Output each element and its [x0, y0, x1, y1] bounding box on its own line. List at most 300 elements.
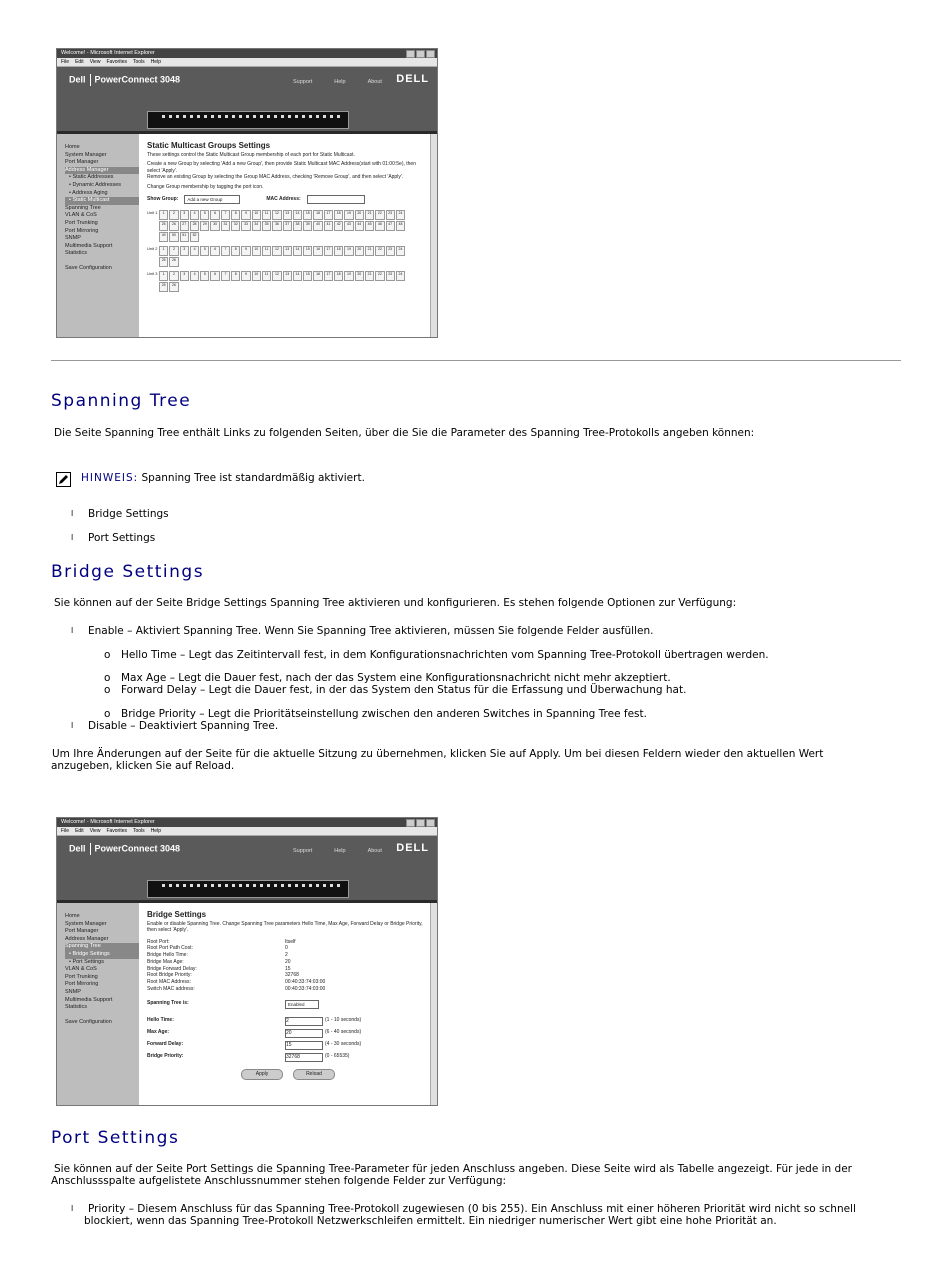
port-box: 44	[355, 221, 364, 231]
mac-address-label: MAC Address:	[266, 195, 301, 202]
port-box: 10	[252, 210, 261, 220]
switch-port-led	[190, 115, 193, 118]
switch-port-led	[211, 115, 214, 118]
port-box: 32	[231, 221, 240, 231]
reload-button: Reload	[293, 1069, 335, 1080]
port-box: 12	[272, 210, 281, 220]
port-box: 13	[283, 271, 292, 281]
desc-line: Remove an existing Group by selecting the Group MAC Address, checking 'Remove Group', and then select 'Apply'.	[147, 174, 404, 181]
minimize-icon	[406, 50, 415, 58]
kv-value: 32768	[285, 972, 299, 979]
show-group-select: Add a new Group	[184, 195, 240, 204]
switch-port-led	[204, 884, 207, 887]
port-box: 19	[344, 271, 353, 281]
port-box: 41	[324, 221, 333, 231]
nav-item: SNMP	[65, 988, 81, 995]
kv-value: 00:40:33:74:03:00	[285, 985, 326, 992]
nav-item: Spanning Tree	[65, 204, 101, 211]
dell-banner	[57, 67, 437, 134]
nav-item: SNMP	[65, 235, 81, 242]
form-input: 2	[285, 1017, 323, 1026]
port-box: 10	[252, 271, 261, 281]
sidebar-nav	[57, 903, 139, 1106]
nav-item: • Static Multicast	[65, 197, 139, 205]
port-boxes	[159, 246, 405, 267]
switch-port-led	[302, 115, 305, 118]
switch-port-led	[239, 884, 242, 887]
port-box: 4	[190, 271, 199, 281]
form-range: (1 - 10 seconds)	[325, 1017, 362, 1024]
port-box: 3	[180, 210, 189, 220]
port-box: 6	[210, 210, 219, 220]
menu-edit: Edit	[75, 59, 84, 65]
unit-label: Unit 1	[147, 209, 158, 215]
port-box: 1	[159, 210, 168, 220]
port-box: 19	[344, 210, 353, 220]
menu-tools: Tools	[133, 828, 145, 834]
apply-paragraph-line2: anzugeben, klicken Sie auf Reload.	[51, 760, 235, 772]
port-box: 45	[365, 221, 374, 231]
scrollbar	[430, 134, 437, 338]
window-titlebar	[57, 818, 437, 827]
port-box: 25	[159, 282, 168, 292]
menu-tools: Tools	[133, 59, 145, 65]
screenshot-bridge-settings	[56, 817, 438, 1106]
port-box: 35	[262, 221, 271, 231]
sidebar-nav	[57, 134, 139, 338]
minimize-icon	[406, 819, 415, 827]
port-box: 20	[355, 246, 364, 256]
bullet-priority-cont: blockiert, wenn das Spanning Tree-Protokoll Netzwerkschleifen ermittelt. Ein niedriger numerischer Wert gibt eine hohe Priorität an.	[84, 1215, 777, 1227]
switch-port-led	[246, 115, 249, 118]
port-box: 28	[190, 221, 199, 231]
port-box: 38	[293, 221, 302, 231]
bullet-priority: l Priority – Diesem Anschluss für das Spanning Tree-Protokoll zugewiesen (0 bis 255). Ein Anschluss mit einer höheren Priorität wird nicht so schnell	[71, 1203, 856, 1215]
bullet-text: Priority – Diesem Anschluss für das Spanning Tree-Protokoll zugewiesen (0 bis 255). Ein Anschluss mit einer höheren Priorität wird nicht so schnell	[88, 1203, 856, 1215]
brand-product: PowerConnect 3048	[94, 74, 181, 85]
port-box: 11	[262, 246, 271, 256]
link-about: About	[367, 848, 382, 854]
bullet-text: Disable – Deaktiviert Spanning Tree.	[88, 720, 279, 732]
switch-image	[147, 111, 349, 129]
port-box: 15	[303, 210, 312, 220]
desc-line: Change Group membership by tagging the port icon.	[147, 183, 264, 190]
link-port-settings[interactable]: l Port Settings	[71, 532, 156, 544]
close-icon	[426, 819, 435, 827]
st-label: Spanning Tree is:	[147, 1000, 189, 1007]
nav-item: Save Configuration	[65, 1018, 112, 1025]
product-brand	[69, 74, 180, 86]
note-label: HINWEIS:	[81, 472, 139, 484]
port-box: 6	[210, 271, 219, 281]
dell-banner	[57, 836, 437, 903]
divider	[51, 360, 901, 361]
switch-port-led	[246, 884, 249, 887]
nav-item: • Static Addresses	[69, 174, 114, 181]
switch-port-led	[176, 884, 179, 887]
menu-help: Help	[150, 59, 161, 65]
nav-item: • Address Aging	[69, 189, 108, 196]
switch-port-led	[302, 884, 305, 887]
port-box: 21	[365, 246, 374, 256]
window-title: Welcome! - Microsoft Internet Explorer	[61, 819, 155, 825]
port-intro-line1: Sie können auf der Seite Port Settings die Spanning Tree-Parameter für jeden Anschluss angeben. Diese Seite wird als Tabelle angezeigt. Für jede in der	[54, 1163, 852, 1175]
port-box: 13	[283, 210, 292, 220]
unit-label: Unit 2	[147, 245, 158, 251]
menu-file: File	[61, 59, 70, 65]
bullet-text: Enable – Aktiviert Spanning Tree. Wenn Sie Spanning Tree aktivieren, müssen Sie folgende Felder ausfüllen.	[88, 625, 654, 637]
port-box: 16	[313, 210, 322, 220]
switch-port-led	[190, 884, 193, 887]
switch-port-led	[281, 115, 284, 118]
bullet-text: Hello Time – Legt das Zeitintervall fest, in dem Konfigurationsnachrichten vom Spanning Tree-Protokoll übertragen werden.	[121, 649, 769, 661]
switch-port-led	[260, 115, 263, 118]
bullet-forward-delay: o Forward Delay – Legt die Dauer fest, in der das System den Status für die Erfassung und Überwachung hat.	[104, 684, 687, 696]
link-label[interactable]: Port Settings	[88, 532, 156, 544]
brand-dell: Dell	[69, 843, 86, 854]
note-pencil-icon	[56, 472, 71, 487]
nav-item: System Manager	[65, 151, 107, 158]
port-box: 20	[355, 271, 364, 281]
top-links	[293, 79, 382, 85]
port-box: 18	[334, 271, 343, 281]
nav-item: • Port Settings	[69, 958, 104, 965]
port-grid	[147, 210, 429, 292]
port-box: 47	[386, 221, 395, 231]
port-box: 11	[262, 271, 271, 281]
bullet-bridge-priority: o Bridge Priority – Legt die Prioritätseinstellung zwischen den anderen Switches in Spanning Tree fest.	[104, 708, 647, 720]
menu-bar	[57, 58, 437, 67]
port-box: 37	[283, 221, 292, 231]
link-help: Help	[334, 79, 346, 85]
port-box: 16	[313, 246, 322, 256]
switch-port-led	[169, 884, 172, 887]
port-box: 4	[190, 210, 199, 220]
switch-port-led	[218, 884, 221, 887]
form-label: Forward Delay:	[147, 1041, 184, 1048]
port-box: 7	[221, 271, 230, 281]
port-settings-heading: Port Settings	[51, 1128, 180, 1148]
port-box: 7	[221, 246, 230, 256]
port-box: 21	[365, 210, 374, 220]
nav-item: System Manager	[65, 920, 107, 927]
link-about: About	[367, 79, 382, 85]
port-box: 18	[334, 210, 343, 220]
switch-port-led	[197, 115, 200, 118]
port-box: 9	[241, 210, 250, 220]
switch-port-led	[176, 115, 179, 118]
port-box: 5	[200, 271, 209, 281]
port-box: 21	[365, 271, 374, 281]
switch-port-led	[316, 115, 319, 118]
switch-port-led	[162, 884, 165, 887]
form-input: 32768	[285, 1053, 323, 1062]
menu-view: View	[89, 828, 101, 834]
kv-label: Root Port:	[147, 938, 170, 945]
switch-port-led	[295, 884, 298, 887]
switch-port-led	[295, 115, 298, 118]
port-box: 39	[303, 221, 312, 231]
port-box: 1	[159, 271, 168, 281]
switch-port-led	[267, 884, 270, 887]
port-box: 29	[200, 221, 209, 231]
main-panel	[139, 134, 437, 338]
port-box: 27	[180, 221, 189, 231]
link-bridge-settings[interactable]: l Bridge Settings	[71, 508, 169, 520]
note-text: Spanning Tree ist standardmäßig aktiviert.	[141, 472, 365, 484]
form-label: Hello Time:	[147, 1017, 174, 1024]
port-box: 23	[386, 210, 395, 220]
port-box: 25	[159, 257, 168, 267]
port-box: 9	[241, 271, 250, 281]
form-range: (4 - 30 seconds)	[325, 1041, 362, 1048]
port-box: 12	[272, 246, 281, 256]
port-box: 10	[252, 246, 261, 256]
switch-port-led	[281, 884, 284, 887]
port-boxes	[159, 210, 405, 242]
switch-port-led	[330, 884, 333, 887]
port-box: 22	[375, 246, 384, 256]
port-box: 24	[396, 246, 405, 256]
port-box: 30	[210, 221, 219, 231]
dell-logo: DELL	[396, 73, 429, 85]
bullet-text: Bridge Priority – Legt die Prioritätseinstellung zwischen den anderen Switches in Spanning Tree fest.	[121, 708, 647, 720]
page-title: Static Multicast Groups Settings	[147, 141, 271, 150]
bullet-enable: l Enable – Aktiviert Spanning Tree. Wenn Sie Spanning Tree aktivieren, müssen Sie folgende Felder ausfüllen.	[71, 625, 654, 637]
port-box: 19	[344, 246, 353, 256]
port-box: 2	[169, 271, 178, 281]
port-box: 2	[169, 246, 178, 256]
switch-port-led	[183, 884, 186, 887]
switch-port-led	[169, 115, 172, 118]
switch-port-led	[162, 115, 165, 118]
switch-port-led	[197, 884, 200, 887]
menu-bar	[57, 827, 437, 836]
nav-spacer	[65, 1012, 139, 1019]
nav-item: Statistics	[65, 250, 88, 257]
kv-value: 00:40:33:74:03:00	[285, 979, 326, 985]
port-box: 49	[159, 232, 168, 242]
spanning-tree-state	[147, 1000, 429, 1009]
port-box: 26	[169, 257, 178, 267]
form-input: 20	[285, 1029, 323, 1038]
switch-image	[147, 880, 349, 898]
port-box: 12	[272, 271, 281, 281]
port-box: 17	[324, 246, 333, 256]
port-box: 22	[375, 271, 384, 281]
port-box: 8	[231, 271, 240, 281]
link-label[interactable]: Bridge Settings	[88, 508, 169, 520]
port-box: 46	[375, 221, 384, 231]
switch-port-led	[253, 115, 256, 118]
port-box: 23	[386, 246, 395, 256]
kv-value: Itself	[285, 938, 296, 945]
form-range: (6 - 40 seconds)	[325, 1029, 362, 1036]
port-box: 20	[355, 210, 364, 220]
spanning-tree-heading: Spanning Tree	[51, 391, 192, 411]
menu-view: View	[89, 59, 101, 65]
st-select: Enabled	[285, 1000, 319, 1009]
nav-item: Statistics	[65, 1004, 88, 1011]
port-box: 23	[386, 271, 395, 281]
dell-logo: DELL	[396, 842, 429, 854]
bullet-text: Max Age – Legt die Dauer fest, nach der das System eine Konfigurationsnachricht nicht mehr akzeptiert.	[121, 672, 671, 684]
maximize-icon	[416, 819, 425, 827]
bridge-intro: Sie können auf der Seite Bridge Settings Spanning Tree aktivieren und konfigurieren. Es stehen folgende Optionen zur Verfügung:	[54, 597, 737, 609]
switch-port-led	[316, 884, 319, 887]
main-panel	[139, 903, 437, 1106]
link-support: Support	[293, 848, 313, 854]
port-box: 6	[210, 246, 219, 256]
screenshot-static-multicast	[56, 48, 438, 338]
switch-port-led	[337, 884, 340, 887]
switch-port-led	[323, 115, 326, 118]
apply-paragraph-line1: Um Ihre Änderungen auf der Seite für die aktuelle Sitzung zu übernehmen, klicken Sie auf Apply. Um bei diesen Feldern wieder den aktuellen Wert	[52, 748, 824, 760]
bridge-status-list	[147, 939, 429, 993]
switch-port-led	[232, 115, 235, 118]
window-controls	[406, 50, 435, 58]
switch-port-led	[239, 115, 242, 118]
show-group-label: Show Group:	[147, 195, 179, 202]
page-title: Bridge Settings	[147, 910, 207, 919]
port-box: 14	[293, 246, 302, 256]
port-box: 26	[169, 221, 178, 231]
switch-port-led	[274, 884, 277, 887]
kv-label: Bridge Max Age:	[147, 958, 184, 965]
port-box: 8	[231, 246, 240, 256]
bullet-disable: l Disable – Deaktiviert Spanning Tree.	[71, 720, 279, 732]
kv-value: 0	[285, 945, 288, 952]
kv-label: Root MAC Address:	[147, 979, 191, 985]
form-input: 15	[285, 1041, 323, 1050]
switch-port-led	[267, 115, 270, 118]
switch-port-led	[260, 884, 263, 887]
port-box: 33	[241, 221, 250, 231]
port-box: 52	[190, 232, 199, 242]
port-box: 48	[396, 221, 405, 231]
port-box: 24	[396, 271, 405, 281]
switch-port-led	[330, 115, 333, 118]
bridge-settings-heading: Bridge Settings	[51, 562, 205, 582]
form-label: Bridge Priority:	[147, 1053, 184, 1060]
port-box: 1	[159, 246, 168, 256]
port-box: 17	[324, 210, 333, 220]
group-fields	[147, 195, 429, 204]
scrollbar	[430, 903, 437, 1106]
nav-item: Spanning Tree	[65, 943, 139, 951]
port-box: 34	[252, 221, 261, 231]
nav-item: • Bridge Settings	[65, 951, 139, 959]
port-box: 15	[303, 271, 312, 281]
kv-value: 2	[285, 952, 288, 959]
menu-favorites: Favorites	[106, 59, 127, 65]
switch-port-led	[309, 115, 312, 118]
port-box: 13	[283, 246, 292, 256]
kv-label: Root Port Path Cost:	[147, 945, 193, 952]
maximize-icon	[416, 50, 425, 58]
port-box: 26	[169, 282, 178, 292]
kv-value: 15	[285, 965, 291, 972]
port-box: 9	[241, 246, 250, 256]
nav-item: Port Mirroring	[65, 981, 99, 988]
nav-item: Port Manager	[65, 159, 99, 166]
port-box: 14	[293, 271, 302, 281]
switch-port-led	[337, 115, 340, 118]
port-boxes	[159, 271, 405, 292]
window-title: Welcome! - Microsoft Internet Explorer	[61, 50, 155, 56]
link-support: Support	[293, 79, 313, 85]
switch-port-led	[211, 884, 214, 887]
port-box: 11	[262, 210, 271, 220]
nav-item: Port Mirroring	[65, 227, 99, 234]
kv-value: 20	[285, 958, 291, 965]
unit-row	[147, 271, 429, 292]
nav-item: Multimedia Support	[65, 996, 113, 1003]
port-box: 50	[169, 232, 178, 242]
bullet-text: Forward Delay – Legt die Dauer fest, in der das System den Status für die Erfassung und Überwachung hat.	[121, 684, 687, 696]
close-icon	[426, 50, 435, 58]
port-box: 40	[313, 221, 322, 231]
switch-port-led	[288, 884, 291, 887]
port-box: 18	[334, 246, 343, 256]
unit-row	[147, 246, 429, 267]
port-box: 5	[200, 246, 209, 256]
form-range: (0 - 65535)	[325, 1053, 350, 1060]
port-box: 15	[303, 246, 312, 256]
switch-port-led	[225, 115, 228, 118]
port-box: 3	[180, 271, 189, 281]
kv-label: Root Bridge Priority:	[147, 972, 192, 979]
switch-port-led	[253, 884, 256, 887]
kv-label: Bridge Hello Time:	[147, 952, 188, 959]
port-box: 8	[231, 210, 240, 220]
apply-button: Apply	[241, 1069, 283, 1080]
switch-port-led	[183, 115, 186, 118]
desc-line: Create a new Group by selecting 'Add a new Group', then provide Static Multicast MAC Address(start with 01:00:5e), then select 'Apply'.	[147, 161, 416, 174]
port-box: 31	[221, 221, 230, 231]
menu-edit: Edit	[75, 828, 84, 834]
bridge-form	[147, 1015, 429, 1063]
switch-port-led	[204, 115, 207, 118]
brand-product: PowerConnect 3048	[94, 843, 181, 854]
port-box: 43	[344, 221, 353, 231]
port-box: 16	[313, 271, 322, 281]
port-box: 3	[180, 246, 189, 256]
port-box: 22	[375, 210, 384, 220]
port-box: 5	[200, 210, 209, 220]
kv-label: Switch MAC address:	[147, 985, 195, 992]
port-box: 14	[293, 210, 302, 220]
nav-item: Port Manager	[65, 928, 99, 935]
kv-label: Bridge Forward Delay:	[147, 965, 197, 972]
nav-item: VLAN & CoS	[65, 212, 97, 219]
port-box: 25	[159, 221, 168, 231]
nav-item: Home	[65, 913, 80, 919]
menu-favorites: Favorites	[106, 828, 127, 834]
switch-port-led	[218, 115, 221, 118]
nav-item: Address Manager	[65, 935, 109, 942]
port-box: 51	[180, 232, 189, 242]
desc-line: These settings control the Static Multicast Group membership of each port for Static Multicast.	[147, 151, 355, 158]
menu-file: File	[61, 828, 70, 834]
nav-item: • Dynamic Addresses	[69, 181, 122, 188]
window-controls	[406, 819, 435, 827]
port-box: 36	[272, 221, 281, 231]
port-box: 17	[324, 271, 333, 281]
bullet-max-age: o Max Age – Legt die Dauer fest, nach der das System eine Konfigurationsnachricht nicht mehr akzeptiert.	[104, 672, 671, 684]
nav-item: Save Configuration	[65, 264, 112, 271]
port-intro-line2: Anschlussspalte aufgelistete Anschlussnummer stehen folgende Felder zur Verfügung:	[51, 1175, 507, 1187]
